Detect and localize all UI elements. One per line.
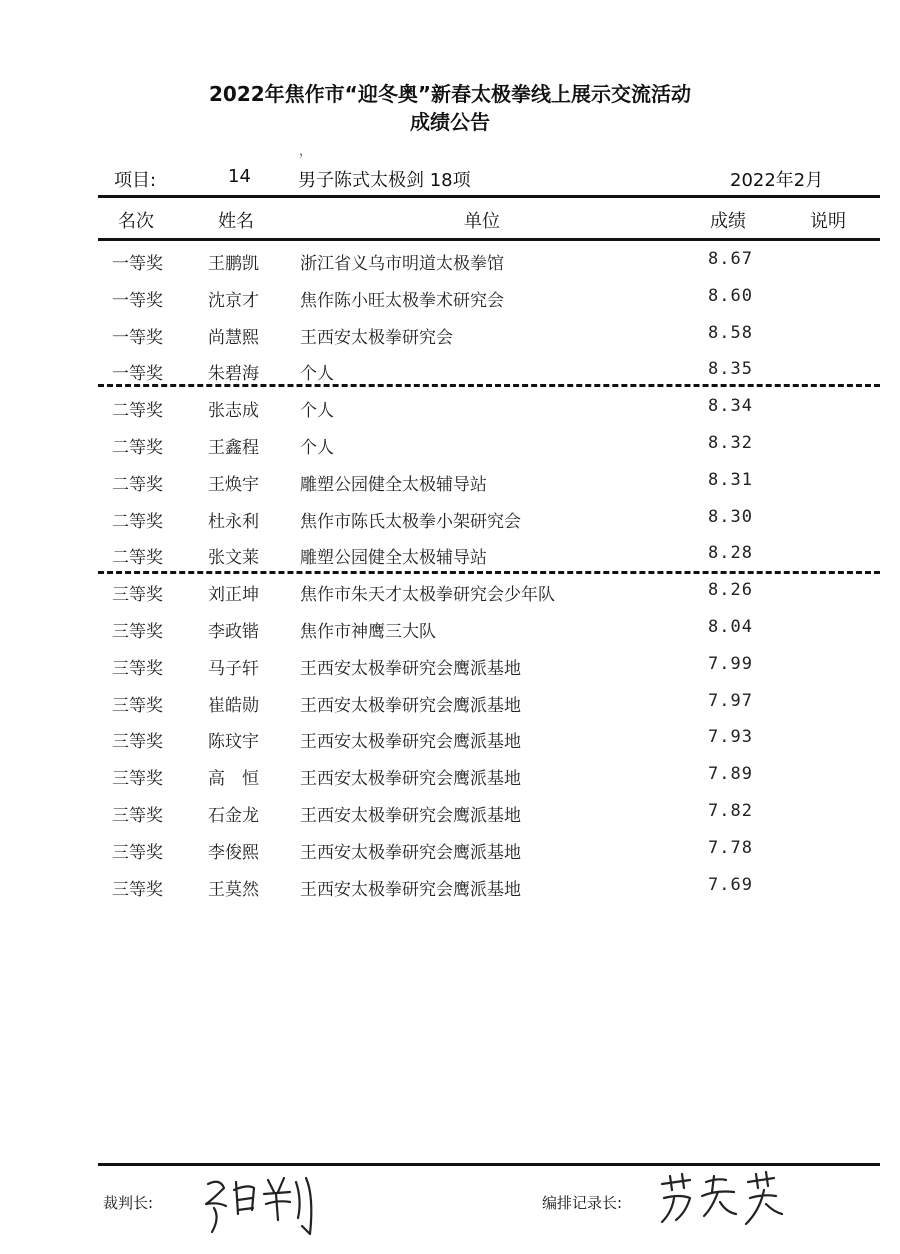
unit-cell: 个人 (300, 364, 334, 385)
score-cell: 8.30 (708, 506, 753, 527)
table-row (0, 323, 900, 360)
score-cell: 7.89 (708, 764, 753, 785)
unit-cell: 王西安太极拳研究会鹰派基地 (300, 769, 521, 790)
table-row (0, 801, 900, 838)
rank-cell: 三等奖 (112, 769, 163, 790)
name-cell: 马子轩 (208, 658, 259, 679)
score-cell: 8.35 (708, 359, 753, 380)
table-row (0, 764, 900, 801)
header-rank: 名次 (118, 211, 154, 232)
event-label: 项目: (114, 170, 157, 191)
score-cell: 8.28 (708, 543, 753, 564)
score-cell: 8.04 (708, 617, 753, 637)
score-cell: 7.99 (708, 653, 753, 674)
header-name: 姓名 (218, 211, 254, 232)
score-cell: 7.93 (708, 727, 753, 748)
rank-cell: 三等奖 (112, 879, 163, 900)
rank-cell: 二等奖 (112, 474, 163, 495)
rank-cell: 一等奖 (112, 254, 163, 274)
unit-cell: 个人 (300, 438, 334, 458)
name-cell: 王莫然 (208, 879, 259, 900)
name-cell: 刘正坤 (208, 585, 259, 606)
table-row (0, 470, 900, 507)
rank-cell: 二等奖 (112, 438, 163, 458)
unit-cell: 焦作市朱天才太极拳研究会少年队 (300, 585, 555, 606)
table-row (0, 359, 900, 396)
footer-rule (98, 1163, 880, 1166)
second-prize-divider (98, 571, 880, 574)
first-prize-divider (98, 384, 880, 387)
name-cell: 沈京才 (208, 290, 259, 311)
header-bottom-rule (98, 238, 880, 241)
rank-cell: 二等奖 (112, 548, 163, 569)
unit-cell: 王西安太极拳研究会鹰派基地 (300, 842, 521, 863)
unit-cell: 雕塑公园健全太极辅导站 (300, 474, 487, 495)
unit-cell: 王西安太极拳研究会鹰派基地 (300, 879, 521, 900)
header-note: 说明 (810, 211, 846, 232)
table-row (0, 691, 900, 728)
score-cell: 8.34 (708, 396, 753, 417)
name-cell: 尚慧熙 (208, 327, 259, 348)
unit-cell: 个人 (300, 401, 334, 422)
event-number: 14 (228, 166, 251, 187)
score-cell: 8.60 (708, 285, 753, 306)
name-cell: 张文莱 (208, 548, 259, 569)
name-cell: 陈玟宇 (208, 732, 259, 753)
header-unit: 单位 (464, 211, 500, 232)
rank-cell: 二等奖 (112, 511, 163, 532)
rank-cell: 三等奖 (112, 695, 163, 716)
recorder-signature (656, 1168, 806, 1232)
table-row (0, 433, 900, 470)
name-cell: 王鑫程 (208, 438, 259, 458)
score-cell: 7.69 (708, 874, 753, 895)
rank-cell: 三等奖 (112, 658, 163, 679)
name-cell: 高 恒 (208, 769, 259, 790)
score-cell: 8.31 (708, 469, 753, 490)
table-row (0, 249, 900, 286)
chief-judge-signature (198, 1170, 338, 1240)
unit-cell: 雕塑公园健全太极辅导站 (300, 548, 487, 569)
name-cell: 崔皓勋 (208, 695, 259, 716)
rank-cell: 一等奖 (112, 290, 163, 311)
unit-cell: 王西安太极拳研究会 (300, 327, 453, 348)
table-row (0, 286, 900, 323)
table-row (0, 580, 900, 617)
table-row (0, 727, 900, 764)
unit-cell: 焦作市陈氏太极拳小架研究会 (300, 511, 521, 532)
rank-cell: 三等奖 (112, 622, 163, 642)
table-row (0, 543, 900, 580)
event-date: 2022年2月 (730, 170, 824, 191)
recorder-label: 编排记录长: (542, 1194, 623, 1212)
document-subtitle: 成绩公告 (410, 110, 490, 134)
event-name: 男子陈式太极剑 18项 (298, 170, 471, 191)
name-cell: 朱碧海 (208, 364, 259, 385)
score-cell: 8.32 (708, 433, 753, 453)
header-score: 成绩 (710, 211, 746, 232)
header-top-rule (98, 195, 880, 198)
unit-cell: 王西安太极拳研究会鹰派基地 (300, 658, 521, 679)
name-cell: 杜永利 (208, 511, 259, 532)
rank-cell: 三等奖 (112, 585, 163, 606)
name-cell: 李政锴 (208, 622, 259, 642)
table-row (0, 875, 900, 912)
unit-cell: 焦作市神鹰三大队 (300, 622, 436, 642)
name-cell: 王焕宇 (208, 474, 259, 495)
score-cell: 8.67 (708, 249, 753, 269)
unit-cell: 焦作陈小旺太极拳术研究会 (300, 290, 504, 311)
name-cell: 王鹏凯 (208, 254, 259, 274)
name-cell: 李俊熙 (208, 842, 259, 863)
name-cell: 张志成 (208, 401, 259, 422)
table-row (0, 507, 900, 544)
rank-cell: 三等奖 (112, 732, 163, 753)
name-cell: 石金龙 (208, 806, 259, 826)
table-row (0, 617, 900, 654)
unit-cell: 浙江省义乌市明道太极拳馆 (300, 254, 504, 274)
document-title: 2022年焦作市“迎冬奥”新春太极拳线上展示交流活动 (209, 82, 691, 106)
rank-cell: 一等奖 (112, 327, 163, 348)
score-cell: 8.58 (708, 322, 753, 343)
unit-cell: 王西安太极拳研究会鹰派基地 (300, 695, 521, 716)
chief-judge-label: 裁判长: (103, 1194, 154, 1212)
score-cell: 7.82 (708, 801, 753, 821)
score-cell: 8.26 (708, 580, 753, 601)
score-cell: 7.97 (708, 690, 753, 711)
rank-cell: 三等奖 (112, 842, 163, 863)
rank-cell: 一等奖 (112, 364, 163, 385)
table-row (0, 654, 900, 691)
stray-mark: ， (299, 144, 313, 159)
rank-cell: 二等奖 (112, 401, 163, 422)
unit-cell: 王西安太极拳研究会鹰派基地 (300, 806, 521, 826)
table-row (0, 838, 900, 875)
unit-cell: 王西安太极拳研究会鹰派基地 (300, 732, 521, 753)
score-cell: 7.78 (708, 837, 753, 858)
table-row (0, 396, 900, 433)
rank-cell: 三等奖 (112, 806, 163, 826)
